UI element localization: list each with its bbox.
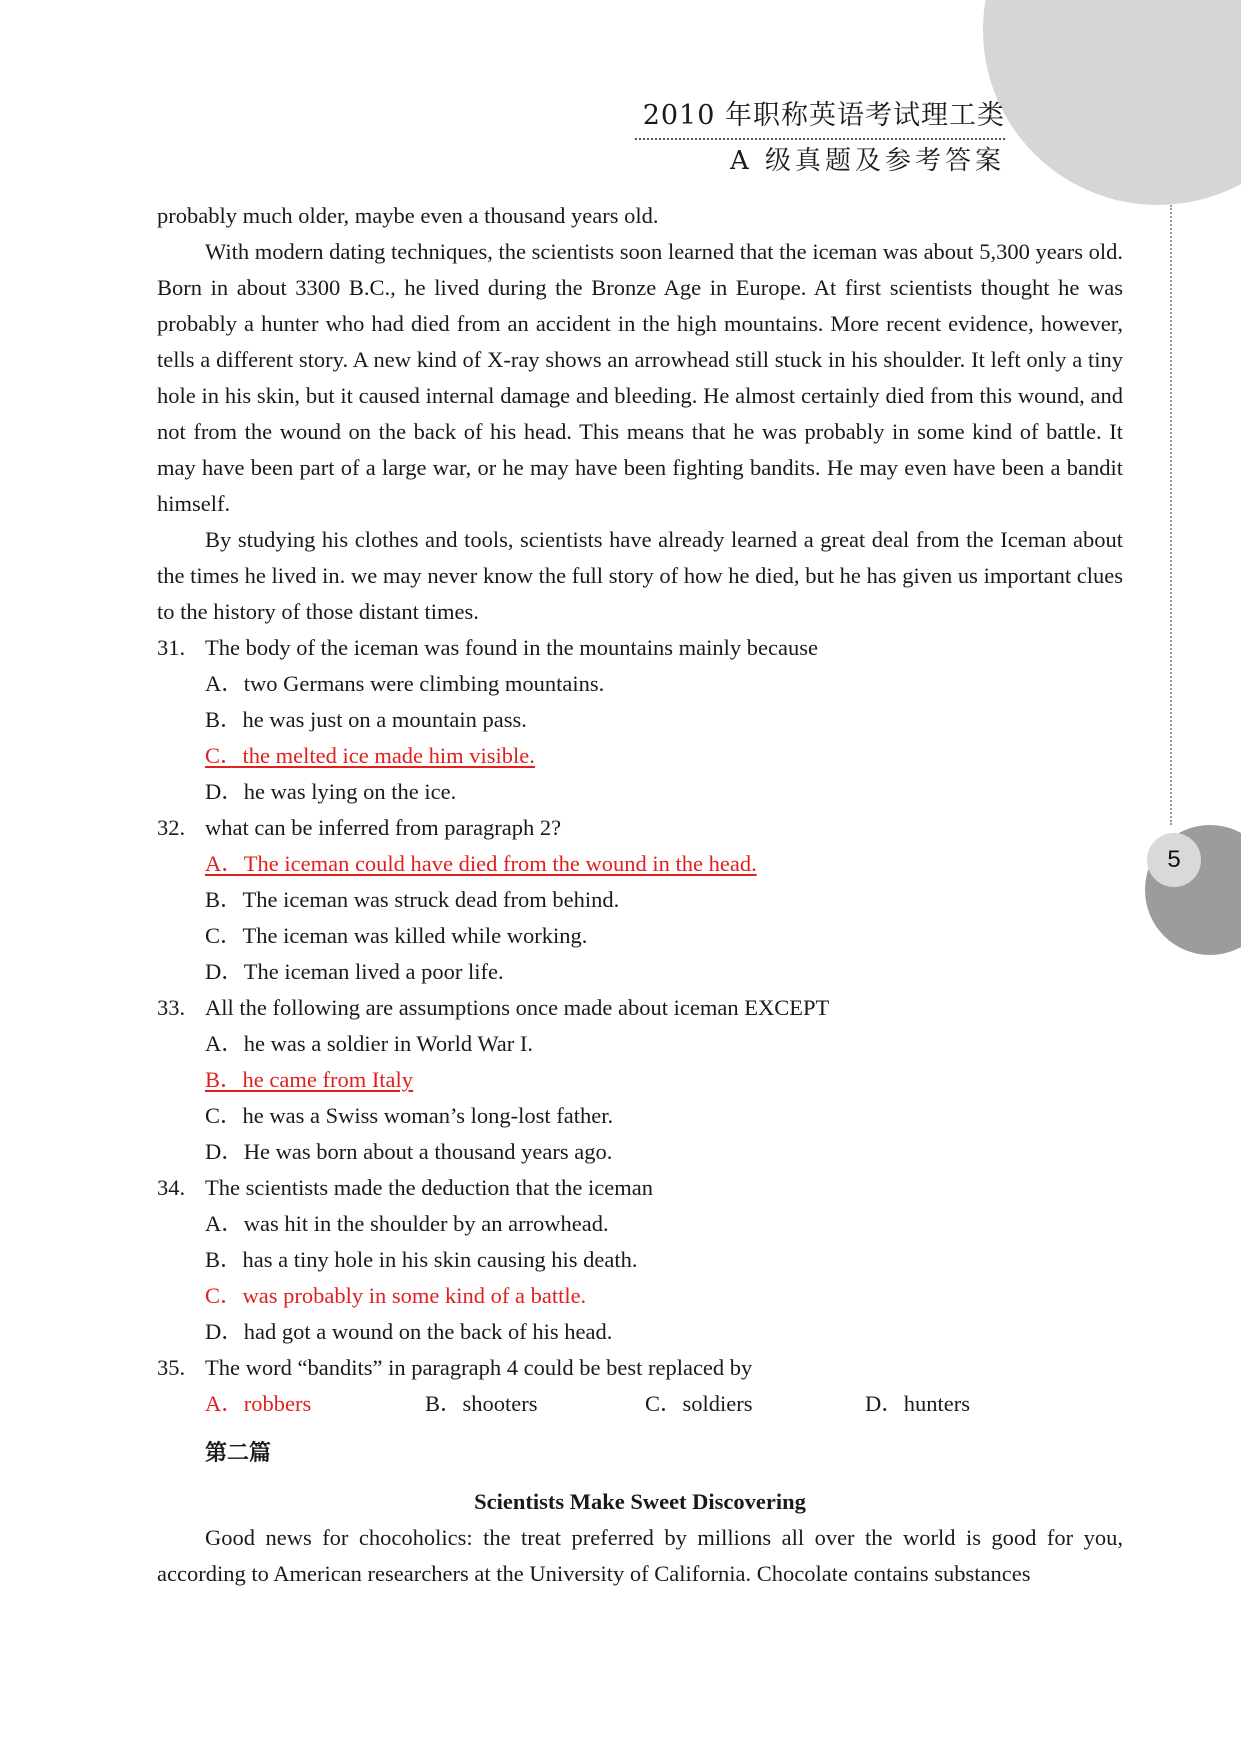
page-number: 5 <box>1167 846 1181 873</box>
option-34d: D．had got a wound on the back of his head. <box>205 1319 613 1344</box>
question-number: 32. <box>157 815 186 840</box>
passage-paragraph: probably much older, maybe even a thousand years old. <box>157 203 659 228</box>
option-34a: A．was hit in the shoulder by an arrowhead. <box>205 1211 609 1236</box>
question-text: The body of the iceman was found in the mountains mainly because <box>205 635 818 660</box>
option-32d: D．The iceman lived a poor life. <box>205 959 504 984</box>
question-text: All the following are assumptions once made about iceman EXCEPT <box>205 995 830 1020</box>
section-label: 第二篇 <box>205 1441 272 1466</box>
header-subtitle: A 级真题及参考答案 <box>729 146 1005 176</box>
page-content <box>157 198 1123 1592</box>
question-32 <box>157 810 1123 846</box>
option-35b: B．shooters <box>425 1391 538 1416</box>
question-34 <box>157 1170 1123 1206</box>
question-number: 34. <box>157 1175 186 1200</box>
option-33c: C．he was a Swiss woman’s long-lost father. <box>205 1103 614 1128</box>
option-31d: D．he was lying on the ice. <box>205 779 457 804</box>
option-33b-answer: B．he came from Italy <box>205 1067 414 1092</box>
question-text: The scientists made the deduction that the iceman <box>205 1175 653 1200</box>
question-35 <box>157 1350 1123 1386</box>
margin-dotted-line <box>1170 205 1172 825</box>
question-number: 35. <box>157 1355 186 1380</box>
corner-decoration-circle <box>983 0 1241 205</box>
option-35a-answer: A．robbers <box>205 1391 312 1416</box>
option-34c-answer: C．was probably in some kind of a battle. <box>205 1283 587 1308</box>
option-32b: B．The iceman was struck dead from behind. <box>205 887 620 912</box>
option-31c-answer: C．the melted ice made him visible. <box>205 743 535 768</box>
question-33 <box>157 990 1123 1026</box>
option-34b: B．has a tiny hole in his skin causing his death. <box>205 1247 638 1272</box>
header-title: 2010 年职称英语考试理工类 <box>642 100 1005 131</box>
article-paragraph: Good news for chocoholics: the treat preferred by millions all over the world is good for you, according to American researchers at the University of California. Chocolate contains substances <box>157 1525 1123 1586</box>
header-dotted-rule <box>635 138 1005 140</box>
option-35c: C．soldiers <box>645 1391 753 1416</box>
question-number: 33. <box>157 995 186 1020</box>
option-33d: D．He was born about a thousand years ago. <box>205 1139 613 1164</box>
options-row-35 <box>157 1386 1123 1422</box>
question-31 <box>157 630 1123 666</box>
running-header <box>635 96 1005 180</box>
passage-paragraph: With modern dating techniques, the scientists soon learned that the iceman was about 5,300 years old. Born in about 3300 B.C., he lived during the Bronze Age in Europe. At first scientists thought he was probably a hunter who had died from an accident in the high mountains. More recent evidence, however, tells a different story. A new kind of X-ray shows an arrowhead still stuck in his shoulder. It left only a tiny hole in his skin, but it caused internal damage and bleeding. He almost certainly died from this wound, and not from the wound on the back of his head. This means that he was probably in some kind of battle. It may have been part of a large war, or he may have been fighting bandits. He may even have been a bandit himself. <box>157 239 1123 516</box>
option-31a: A．two Germans were climbing mountains. <box>205 671 605 696</box>
question-text: what can be inferred from paragraph 2? <box>205 815 562 840</box>
question-number: 31. <box>157 635 186 660</box>
article-title: Scientists Make Sweet Discovering <box>474 1489 806 1514</box>
option-32c: C．The iceman was killed while working. <box>205 923 588 948</box>
option-31b: B．he was just on a mountain pass. <box>205 707 527 732</box>
option-33a: A．he was a soldier in World War I. <box>205 1031 533 1056</box>
question-text: The word “bandits” in paragraph 4 could be best replaced by <box>205 1355 753 1380</box>
passage-paragraph: By studying his clothes and tools, scientists have already learned a great deal from the Iceman about the times he lived in. we may never know the full story of how he died, but he has given us important clues to the history of those distant times. <box>157 527 1123 624</box>
option-32a-answer: A．The iceman could have died from the wound in the head. <box>205 851 757 876</box>
option-35d: D．hunters <box>865 1391 970 1416</box>
